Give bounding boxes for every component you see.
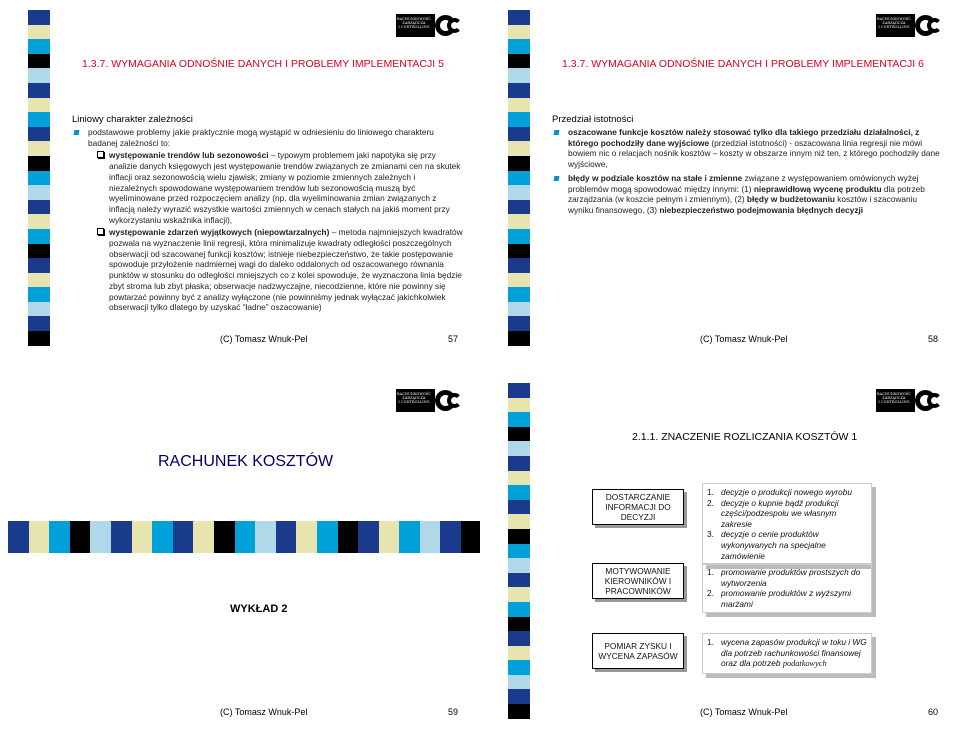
- stripe-block: [508, 704, 530, 719]
- stripe-block: [508, 398, 530, 413]
- stripe-block: [508, 229, 530, 244]
- stripe-block: [508, 500, 530, 515]
- purpose-list: [702, 563, 872, 613]
- stripe-block: [28, 171, 50, 186]
- stripe-block: [508, 156, 530, 171]
- decorative-stripe: [508, 10, 530, 346]
- rcc-logo: [396, 14, 467, 37]
- stripe-block: [28, 39, 50, 54]
- stripe-block: [152, 521, 173, 553]
- logo-mark-icon: [912, 389, 947, 412]
- stripe-block: [508, 83, 530, 98]
- stripe-block: [132, 521, 153, 553]
- stripe-block: [28, 331, 50, 346]
- stripe-block: [28, 127, 50, 142]
- slide-content: [72, 127, 464, 313]
- stripe-block: [28, 83, 50, 98]
- page-number: 60: [928, 707, 939, 717]
- stripe-block: [28, 25, 50, 40]
- logo-mark-icon: [432, 389, 467, 412]
- slide-60: [480, 373, 960, 746]
- stripe-block: [508, 39, 530, 54]
- list-item: 1. decyzje o produkcji nowego wyrobu: [707, 487, 852, 497]
- list-item: 2. decyzje o kupnie bądź produkcji części/podzespołu we własnym zakresie: [707, 497, 839, 529]
- purpose-list: [702, 483, 872, 565]
- stripe-block: [508, 441, 530, 456]
- purpose-list: [702, 633, 872, 674]
- stripe-block: [508, 689, 530, 704]
- stripe-block: [420, 521, 441, 553]
- stripe-block: [379, 521, 400, 553]
- slide-title: Przedział istotności: [552, 114, 634, 125]
- stripe-block: [28, 273, 50, 288]
- stripe-block: [508, 273, 530, 288]
- stripe-block: [28, 98, 50, 113]
- stripe-block: [28, 316, 50, 331]
- stripe-block: [508, 68, 530, 83]
- stripe-block: [28, 68, 50, 83]
- checkbox-item: występowanie zdarzeń wyjątkowych (niepowtarzalnych) – metoda najmniejszych kwadratów pozwala na wyznaczenie linii regresji, która minimalizuje kwadraty odległości poszczególnych obserwacji od szacowanej funkcji kosztów; istnieje niebezpieczeństwo, że takie postępowanie spowoduje przyłożenie nadmiernej wagi do daleko oddalonych od oszacowanego równania punktów w stosunku do odległości mniejszych co z kolei spowoduje, że wyznaczona linia będzie zbyt stroma lub zbyt płaska; obserwacje nadzwyczajne, niecodzienne, które nie powinny się powtarzać powinny być z analizy wyłączone (nie powinniśmy jednak wyłączać jakichkolwiek obserwacji tylko dlatego by uzyskać “ładne” oszacowanie): [72, 227, 464, 313]
- stripe-block: [508, 529, 530, 544]
- stripe-block: [90, 521, 111, 553]
- stripe-block: [508, 200, 530, 215]
- stripe-block: [70, 521, 91, 553]
- checkbox-bullet-icon: [97, 228, 104, 235]
- page-number: 59: [448, 707, 459, 717]
- stripe-block: [508, 112, 530, 127]
- stripe-block: [508, 602, 530, 617]
- stripe-block: [508, 98, 530, 113]
- stripe-block: [508, 617, 530, 632]
- logo-text-box: RACHUNKOWOŚĆ ZARZĄDCZA I CONTROLLING: [396, 389, 432, 412]
- stripe-block: [28, 258, 50, 273]
- stripe-block: [214, 521, 235, 553]
- stripe-block: [508, 456, 530, 471]
- slide-header: 1.3.7. WYMAGANIA ODNOŚNIE DANYCH I PROBLEMY IMPLEMENTACJI 6: [562, 58, 924, 70]
- stripe-block: [28, 302, 50, 317]
- slide-title: 2.1.1. ZNACZENIE ROZLICZANIA KOSZTÓW 1: [632, 431, 858, 443]
- page-number: 57: [448, 334, 459, 344]
- footer-author: (C) Tomasz Wnuk-Pel: [700, 707, 788, 717]
- slide-59: [0, 373, 480, 746]
- stripe-block: [28, 112, 50, 127]
- stripe-block: [28, 287, 50, 302]
- stripe-block: [508, 10, 530, 25]
- stripe-block: [508, 127, 530, 142]
- stripe-block: [508, 412, 530, 427]
- logo-text-box: RACHUNKOWOŚĆ ZARZĄDCZA I CONTROLLING: [876, 14, 912, 37]
- stripe-block: [508, 331, 530, 346]
- stripe-block: [508, 471, 530, 486]
- stripe-block: [28, 244, 50, 259]
- stripe-block: [508, 427, 530, 442]
- logo-text-box: RACHUNKOWOŚĆ ZARZĄDCZA I CONTROLLING: [396, 14, 432, 37]
- stripe-block: [235, 521, 256, 553]
- list-item: 3. decyzje o cenie produktów wykonywanych na specjalne zamówienie: [707, 529, 826, 561]
- stripe-block: [508, 514, 530, 529]
- stripe-block: [508, 302, 530, 317]
- rcc-logo: [396, 389, 467, 412]
- stripe-block: [358, 521, 379, 553]
- stripe-block: [276, 521, 297, 553]
- logo-text-box: RACHUNKOWOŚĆ ZARZĄDCZA I CONTROLLING: [876, 389, 912, 412]
- checkbox-item: występowanie trendów lub sezonowości – typowym problemem jaki napotyka się przy analizie danych księgowych jest występowanie trendów związanych ze zmianami cen na skutek inflacji oraz sezonowością wielu zjawisk; zmiany w poziomie zmiennych zależnych i niezależnych spowodowane występowaniem trendów lub sezonowością muszą być wyeliminowane przed rozpoczęciem analizy (np. dla wyeliminowania zmian związanych z inflacją należy wyrazić wszystkie wartości zmiennych w cenach stałych na jakiś moment przy wykorzystaniu wskaźnika inflacji),: [72, 150, 464, 225]
- slide-58: [480, 0, 960, 373]
- decorative-stripe: [8, 521, 480, 553]
- checkbox-bullet-icon: [97, 151, 104, 158]
- stripe-block: [508, 171, 530, 186]
- rcc-logo: [876, 389, 947, 412]
- stripe-block: [508, 214, 530, 229]
- stripe-block: [28, 185, 50, 200]
- stripe-block: [28, 156, 50, 171]
- stripe-block: [508, 631, 530, 646]
- list-item: 1. wycena zapasów produkcji w toku i WG dla potrzeb rachunkowości finansowej oraz dla potrzeb podatkowych: [707, 637, 867, 669]
- rcc-logo: [876, 14, 947, 37]
- stripe-block: [508, 544, 530, 559]
- stripe-block: [461, 521, 480, 553]
- logo-mark-icon: [912, 14, 947, 37]
- bullet-item: oszacowane funkcje kosztów należy stosować tylko dla takiego przedziału działalności, z którego pochodziły dane wyjściowe (przedział istotności) - oszacowana linia regresji nie mówi bowiem nic o relacjach nośnik kosztów – koszty w obszarze innym niż ten, z którego pochodziły dane wyjściowe,: [552, 127, 944, 170]
- stripe-block: [508, 587, 530, 602]
- stripe-block: [440, 521, 461, 553]
- stripe-block: [28, 214, 50, 229]
- stripe-block: [508, 558, 530, 573]
- bullet-item: podstawowe problemy jakie praktycznie mogą wystąpić w odniesieniu do liniowego charakteru badanej zależności to:: [72, 127, 464, 148]
- list-item: 2. promowanie produktów z wyższymi marżami: [707, 588, 852, 609]
- stripe-block: [255, 521, 276, 553]
- stripe-block: [508, 54, 530, 69]
- stripe-block: [111, 521, 132, 553]
- stripe-block: [317, 521, 338, 553]
- stripe-block: [338, 521, 359, 553]
- stripe-block: [28, 10, 50, 25]
- slide-title: Liniowy charakter zależności: [72, 114, 193, 125]
- list-item: 1. promowanie produktów prostszych do wytworzenia: [707, 567, 861, 588]
- stripe-block: [508, 185, 530, 200]
- stripe-block: [29, 521, 50, 553]
- stripe-block: [508, 573, 530, 588]
- purpose-box: POMIAR ZYSKU I WYCENA ZAPASÓW: [592, 633, 684, 669]
- stripe-block: [296, 521, 317, 553]
- footer-author: (C) Tomasz Wnuk-Pel: [700, 334, 788, 344]
- decorative-stripe: [28, 10, 50, 346]
- purpose-box: MOTYWOWANIE KIEROWNIKÓW I PRACOWNIKÓW: [592, 563, 684, 599]
- stripe-block: [508, 646, 530, 661]
- stripe-block: [28, 200, 50, 215]
- stripe-block: [508, 244, 530, 259]
- decorative-stripe: [508, 383, 530, 719]
- lecture-label: WYKŁAD 2: [230, 603, 288, 615]
- stripe-block: [28, 54, 50, 69]
- stripe-block: [28, 229, 50, 244]
- stripe-block: [399, 521, 420, 553]
- stripe-block: [508, 675, 530, 690]
- purpose-box: DOSTARCZANIE INFORMACJI DO DECYZJI: [592, 489, 684, 525]
- stripe-block: [508, 660, 530, 675]
- bullet-item: błędy w podziale kosztów na stałe i zmienne związane z występowaniem omówionych wyżej problemów mogą spowodować między innymi: (1) nieprawidłową wycenę produktu dla potrzeb zarządzania (w koszcie pełnym i zmiennym), (2) błędy w budżetowaniu kosztów i szacowaniu wyniku finansowego, (3) niebezpieczeństwo podejmowania błędnych decyzji: [552, 173, 944, 216]
- stripe-block: [508, 287, 530, 302]
- slide-title: RACHUNEK KOSZTÓW: [158, 453, 334, 470]
- stripe-block: [508, 25, 530, 40]
- slide-header: 1.3.7. WYMAGANIA ODNOŚNIE DANYCH I PROBLEMY IMPLEMENTACJI 5: [82, 58, 444, 70]
- stripe-block: [508, 258, 530, 273]
- page-number: 58: [928, 334, 939, 344]
- footer-author: (C) Tomasz Wnuk-Pel: [220, 334, 308, 344]
- slide-57: [0, 0, 480, 373]
- stripe-block: [193, 521, 214, 553]
- stripe-block: [28, 141, 50, 156]
- stripe-block: [508, 485, 530, 500]
- slide-content: [552, 127, 944, 216]
- stripe-block: [508, 316, 530, 331]
- logo-mark-icon: [432, 14, 467, 37]
- stripe-block: [508, 383, 530, 398]
- stripe-block: [49, 521, 70, 553]
- stripe-block: [173, 521, 194, 553]
- footer-author: (C) Tomasz Wnuk-Pel: [220, 707, 308, 717]
- stripe-block: [8, 521, 29, 553]
- stripe-block: [508, 141, 530, 156]
